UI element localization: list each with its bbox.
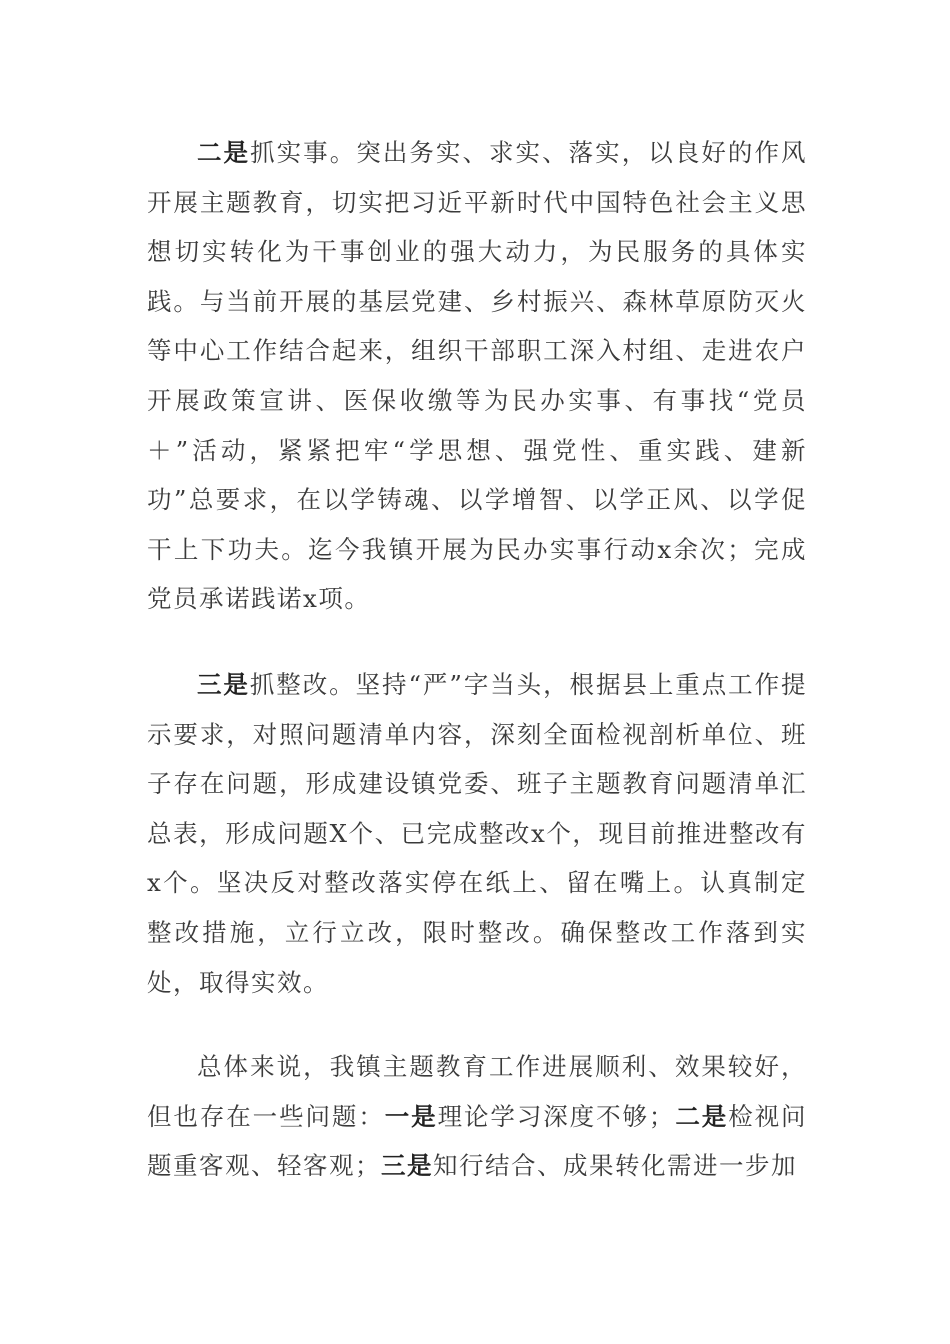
paragraph-summary-problems	[147, 1042, 807, 1191]
problem-1-text: 理论学习深度不够；	[437, 1101, 675, 1131]
paragraph-grasp-practical-matters	[147, 128, 807, 624]
problem-1-lead: 一是	[384, 1101, 438, 1131]
paragraph-text: 抓整改。坚持“严”字当头，根据县上重点工作提示要求，对照问题清单内容，深刻全面检视剖析单位、班子存在问题，形成建设镇党委、班子主题教育问题清单汇总表，形成问题X个、已完成整改x个，现目前推进整改有x个。坚决反对整改落实停在纸上、留在嘴上。认真制定整改措施，立行立改，限时整改。确保整改工作落到实处，取得实效。	[147, 670, 807, 997]
paragraph-lead: 二是	[197, 138, 251, 167]
summary-intro: 总体来说，我镇主题教育工作进展顺利、效果较好，但也存在一些问题：	[147, 1052, 807, 1131]
problem-2-lead: 二是	[674, 1101, 729, 1131]
paragraph-grasp-rectification	[147, 660, 807, 1007]
problem-3-lead: 三是	[381, 1151, 433, 1181]
problem-2-text: 检视问题重客观、轻客观；	[147, 1101, 808, 1181]
paragraph-text: 抓实事。突出务实、求实、落实，以良好的作风开展主题教育，切实把习近平新时代中国特色社会主义思想切实转化为干事创业的强大动力，为民服务的具体实践。与当前开展的基层党建、乡村振兴、森林草原防灭火等中心工作结合起来，组织干部职工深入村组、走进农户开展政策宣讲、医保收缴等为民办实事、有事找“党员＋”活动，紧紧把牢“学思想、强党性、重实践、建新功”总要求，在以学铸魂、以学增智、以学正风、以学促干上下功夫。迄今我镇开展为民办实事行动x余次；完成党员承诺践诺x项。	[147, 138, 808, 614]
paragraph-lead: 三是	[197, 670, 250, 699]
problem-3-text: 知行结合、成果转化需进一步加	[433, 1151, 797, 1181]
